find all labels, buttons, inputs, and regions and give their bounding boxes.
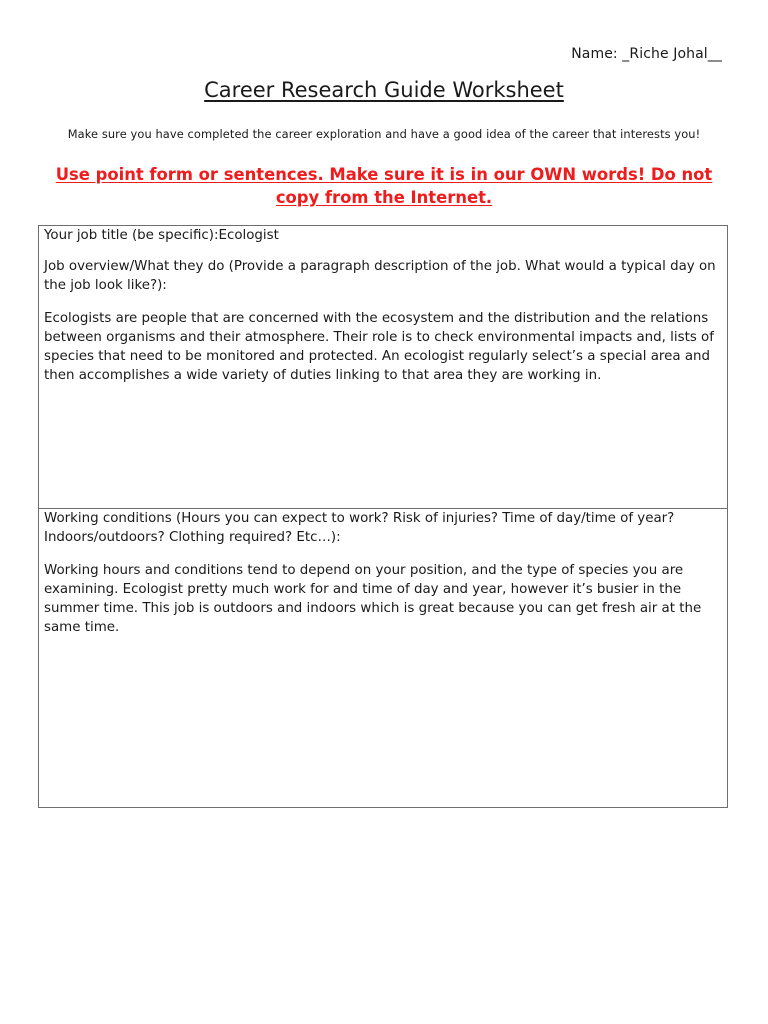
student-name-line: Name: _Riche Johal__	[571, 46, 722, 62]
working-conditions-cell	[39, 509, 727, 807]
overview-prompt: Job overview/What they do (Provide a paragraph description of the job. What would a typical day on the job look like?):	[44, 259, 716, 293]
worksheet-table	[38, 225, 728, 808]
job-title-prompt: Your job title (be specific):	[44, 228, 219, 243]
worksheet-title: Career Research Guide Worksheet	[204, 78, 564, 102]
job-title-line	[44, 226, 719, 245]
overview-answer: Ecologists are people that are concerned with the ecosystem and the distribution and the relations between organisms and their atmosphere. Their role is to check environmental impacts and, lists of species that need to be monitored and protected. An ecologist regularly select’s a special area and then accomplishes a wide variety of duties linking to that area they are working in.	[44, 311, 714, 383]
job-details-cell	[39, 226, 727, 509]
intro-instruction: Make sure you have completed the career exploration and have a good idea of the career that interests you!	[67, 127, 701, 141]
conditions-answer: Working hours and conditions tend to depend on your position, and the type of species you are examining. Ecologist pretty much work for and time of day and year, however it’s busier in the summer time. This job is outdoors and indoors which is great because you can get fresh air at the same time.	[44, 563, 702, 635]
warning-instruction: Use point form or sentences. Make sure it is in our OWN words! Do not copy from the Internet.	[55, 165, 713, 207]
job-title-answer: Ecologist	[218, 228, 279, 243]
conditions-prompt: Working conditions (Hours you can expect to work? Risk of injuries? Time of day/time of year? Indoors/outdoors? Clothing required? Etc…):	[44, 511, 675, 545]
